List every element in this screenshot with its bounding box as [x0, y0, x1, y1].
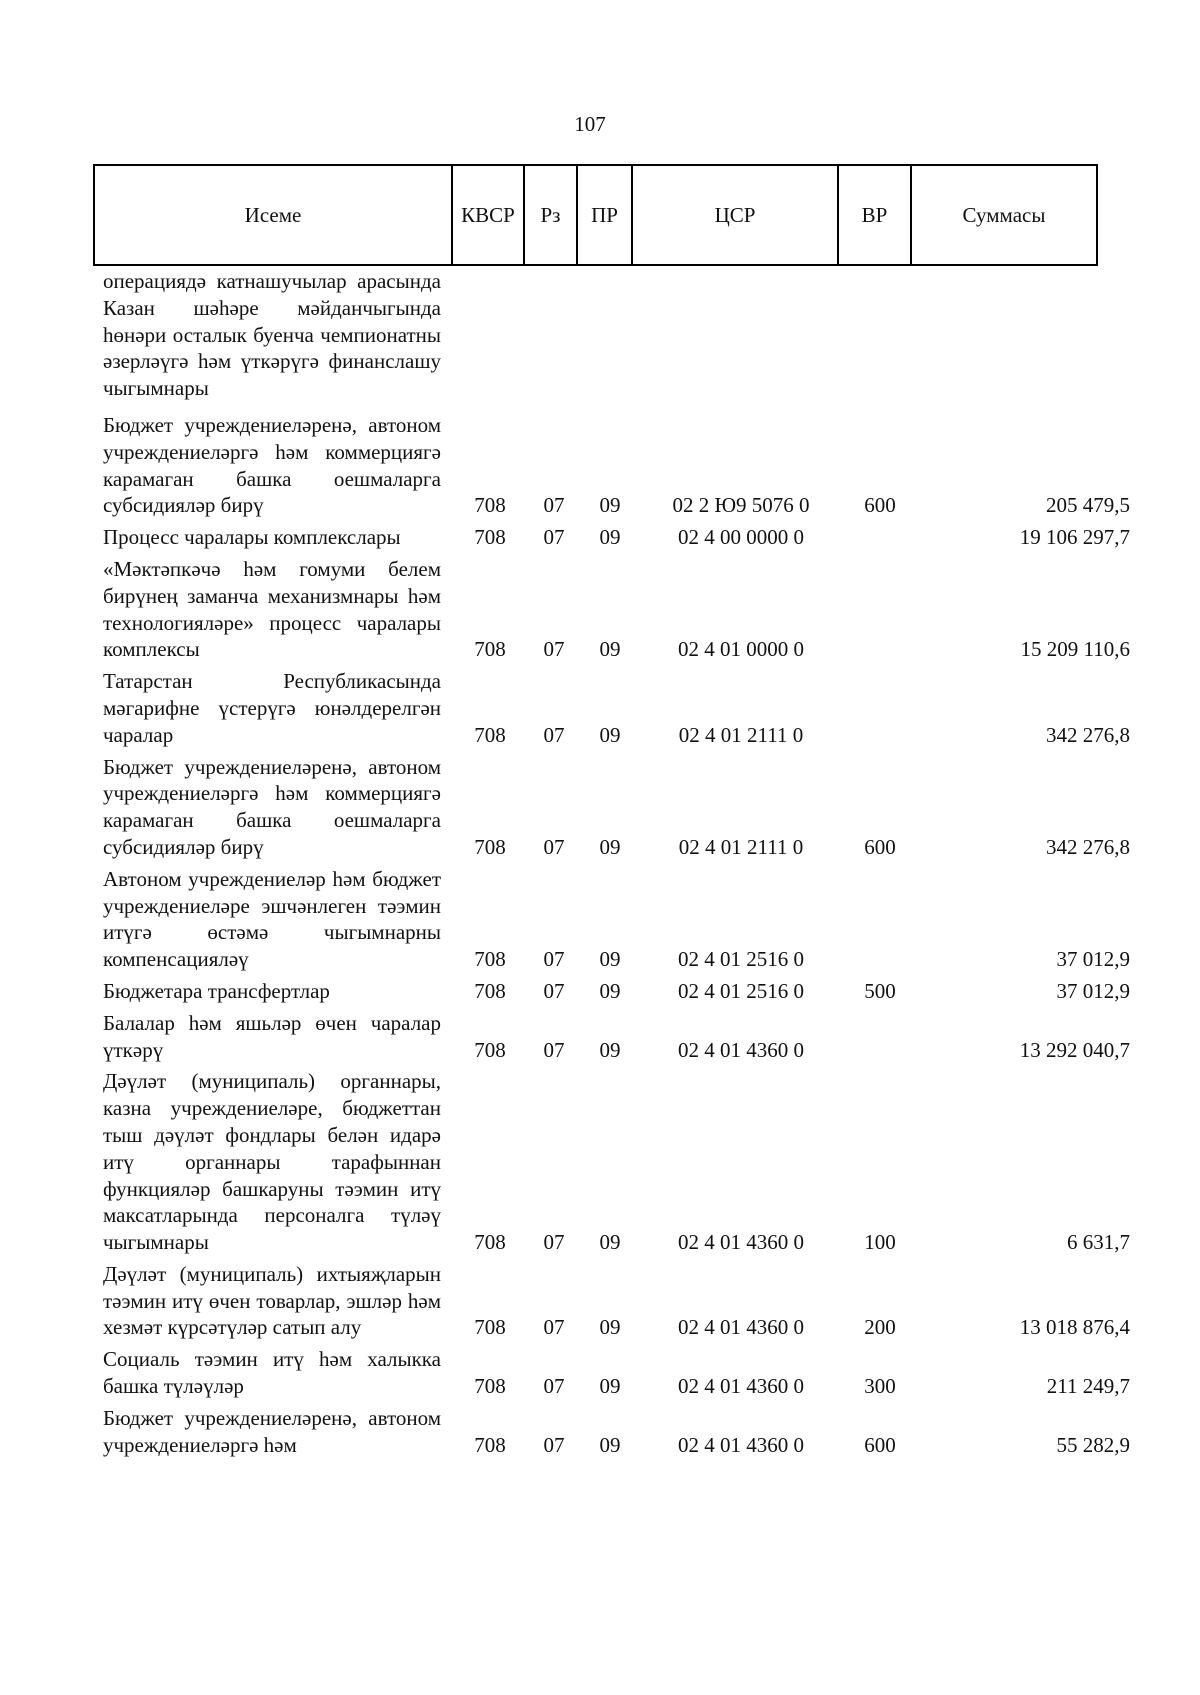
- row-rz: 07: [543, 525, 565, 550]
- row-sum: 342 276,8: [1046, 834, 1130, 859]
- row-rz: 07: [543, 947, 565, 972]
- row-kvsr: 708: [474, 525, 506, 550]
- header-csr: ЦСР: [633, 166, 839, 264]
- row-name: Татарстан Республикасында мәгарифне үстерүгә юнәлдерелгән чаралар: [103, 669, 441, 747]
- row-sum: 55 282,9: [1056, 1432, 1130, 1457]
- page-number: 107: [574, 112, 606, 136]
- table-row: [0, 1405, 1200, 1459]
- row-name: Балалар һәм яшьләр өчен чаралар үткәрү: [103, 1010, 441, 1062]
- row-name: Социаль тәэмин итү һәм халыкка башка түләүләр: [103, 1347, 441, 1399]
- row-rz: 07: [543, 722, 565, 747]
- row-name: Автоном учреждениеләр һәм бюджет учреждениеләре эшчәнлеген тәэмин итүгә өстәмә чыгымнарны компенсацияләү: [103, 866, 441, 972]
- row-rz: 07: [543, 1037, 565, 1062]
- row-pr: 09: [599, 834, 621, 859]
- row-pr: 09: [599, 1037, 621, 1062]
- row-name: Процесс чаралары комплекслары: [103, 525, 401, 550]
- row-sum: 13 292 040,7: [1019, 1037, 1130, 1062]
- row-csr: 02 4 01 2516 0: [678, 947, 804, 972]
- row-kvsr: 708: [474, 1374, 506, 1399]
- table-body: [0, 268, 1200, 1463]
- row-pr: 09: [599, 1230, 621, 1255]
- row-vr: 500: [864, 978, 896, 1003]
- table-row: [0, 412, 1200, 519]
- table-row: [0, 1346, 1200, 1400]
- row-pr: 09: [599, 637, 621, 662]
- row-csr: 02 4 00 0000 0: [678, 525, 804, 550]
- table-row: [0, 556, 1200, 663]
- row-kvsr: 708: [474, 722, 506, 747]
- table-row: [0, 268, 1200, 402]
- row-name: операциядә катнашучылар арасында Казан шәһәре мәйданчыгында һөнәри осталык буенча чемпионатны әзерләүгә һәм үткәрүгә финанслашу чыгымнары: [103, 269, 441, 401]
- table-header: [93, 164, 1098, 266]
- row-kvsr: 708: [474, 1315, 506, 1340]
- row-name: Бюджет учреждениеләренә, автоном учреждениеләргә һәм коммерциягә карамаган башка оешмаларга субсидияләр бирү: [103, 412, 441, 518]
- row-vr: 200: [864, 1315, 896, 1340]
- row-kvsr: 708: [474, 493, 506, 518]
- row-kvsr: 708: [474, 1037, 506, 1062]
- row-name: Бюджет учреждениеләренә, автоном учреждениеләргә һәм коммерциягә карамаган башка оешмаларга субсидияләр бирү: [103, 754, 441, 859]
- row-csr: 02 4 01 2111 0: [678, 834, 804, 859]
- row-csr: 02 4 01 2111 0: [678, 722, 804, 747]
- row-csr: 02 4 01 4360 0: [678, 1230, 804, 1255]
- row-name: Бюджетара трансфертлар: [103, 978, 330, 1003]
- row-sum: 211 249,7: [1046, 1374, 1130, 1399]
- row-vr: 600: [864, 493, 896, 518]
- row-vr: 600: [864, 1432, 896, 1457]
- row-pr: 09: [599, 978, 621, 1003]
- header-pr: ПР: [578, 166, 633, 264]
- row-pr: 09: [599, 1432, 621, 1457]
- row-kvsr: 708: [474, 978, 506, 1003]
- row-sum: 13 018 876,4: [1019, 1315, 1130, 1340]
- row-rz: 07: [543, 637, 565, 662]
- row-sum: 205 479,5: [1046, 493, 1130, 518]
- row-rz: 07: [543, 1374, 565, 1399]
- row-vr: 100: [864, 1230, 896, 1255]
- table-row: [0, 1010, 1200, 1064]
- row-name: «Мәктәпкәчә һәм гомуми белем бирүнең заманча механизмнары һәм технологияләре» процесс чаралары комплексы: [103, 556, 441, 662]
- row-rz: 07: [543, 978, 565, 1003]
- row-sum: 342 276,8: [1046, 722, 1130, 747]
- row-sum: 19 106 297,7: [1019, 525, 1130, 550]
- row-sum: 6 631,7: [1067, 1230, 1130, 1255]
- row-csr: 02 4 01 4360 0: [678, 1315, 804, 1340]
- table-row: [0, 524, 1200, 551]
- header-rz: Рз: [525, 166, 578, 264]
- row-kvsr: 708: [474, 947, 506, 972]
- header-vr: ВР: [839, 166, 912, 264]
- header-name: Исеме: [95, 166, 453, 264]
- row-pr: 09: [599, 493, 621, 518]
- row-rz: 07: [543, 493, 565, 518]
- row-rz: 07: [543, 834, 565, 859]
- table-row: [0, 668, 1200, 748]
- row-rz: 07: [543, 1230, 565, 1255]
- row-csr: 02 4 01 4360 0: [678, 1037, 804, 1062]
- row-kvsr: 708: [474, 834, 506, 859]
- row-name: Бюджет учреждениеләренә, автоном учреждениеләргә һәм: [103, 1405, 441, 1457]
- row-pr: 09: [599, 1315, 621, 1340]
- table-row: [0, 754, 1200, 861]
- row-csr: 02 4 01 0000 0: [678, 637, 804, 662]
- row-sum: 37 012,9: [1056, 978, 1130, 1003]
- table-row: [0, 978, 1200, 1005]
- row-kvsr: 708: [474, 637, 506, 662]
- row-kvsr: 708: [474, 1230, 506, 1255]
- header-sum: Суммасы: [962, 202, 1046, 227]
- table-row: [0, 1068, 1200, 1256]
- row-sum: 15 209 110,6: [1020, 637, 1130, 662]
- row-sum: 37 012,9: [1056, 947, 1130, 972]
- row-pr: 09: [599, 947, 621, 972]
- row-name: Дәүләт (муниципаль) органнары, казна учреждениеләре, бюджеттан тыш дәүләт фондлары белән идарә итү органнары тарафыннан функцияләр башкаруны тәэмин итү максатларында персоналга түләү чыгымнары: [103, 1069, 441, 1255]
- header-kvsr: КВСР: [453, 166, 525, 264]
- row-csr: 02 4 01 2516 0: [678, 978, 804, 1003]
- row-name: Дәүләт (муниципаль) ихтыяҗларын тәэмин итү өчен товарлар, эшләр һәм хезмәт күрсәтүләр сатып алу: [103, 1261, 441, 1340]
- row-pr: 09: [599, 525, 621, 550]
- row-csr: 02 4 01 4360 0: [678, 1374, 804, 1399]
- table-row: [0, 1261, 1200, 1341]
- row-pr: 09: [599, 1374, 621, 1399]
- row-rz: 07: [543, 1432, 565, 1457]
- row-csr: 02 4 01 4360 0: [678, 1432, 804, 1457]
- row-pr: 09: [599, 722, 621, 747]
- row-csr: 02 2 Ю9 5076 0: [672, 493, 810, 518]
- row-kvsr: 708: [474, 1432, 506, 1457]
- table-row: [0, 866, 1200, 973]
- row-vr: 600: [864, 834, 896, 859]
- row-vr: 300: [864, 1374, 896, 1399]
- row-rz: 07: [543, 1315, 565, 1340]
